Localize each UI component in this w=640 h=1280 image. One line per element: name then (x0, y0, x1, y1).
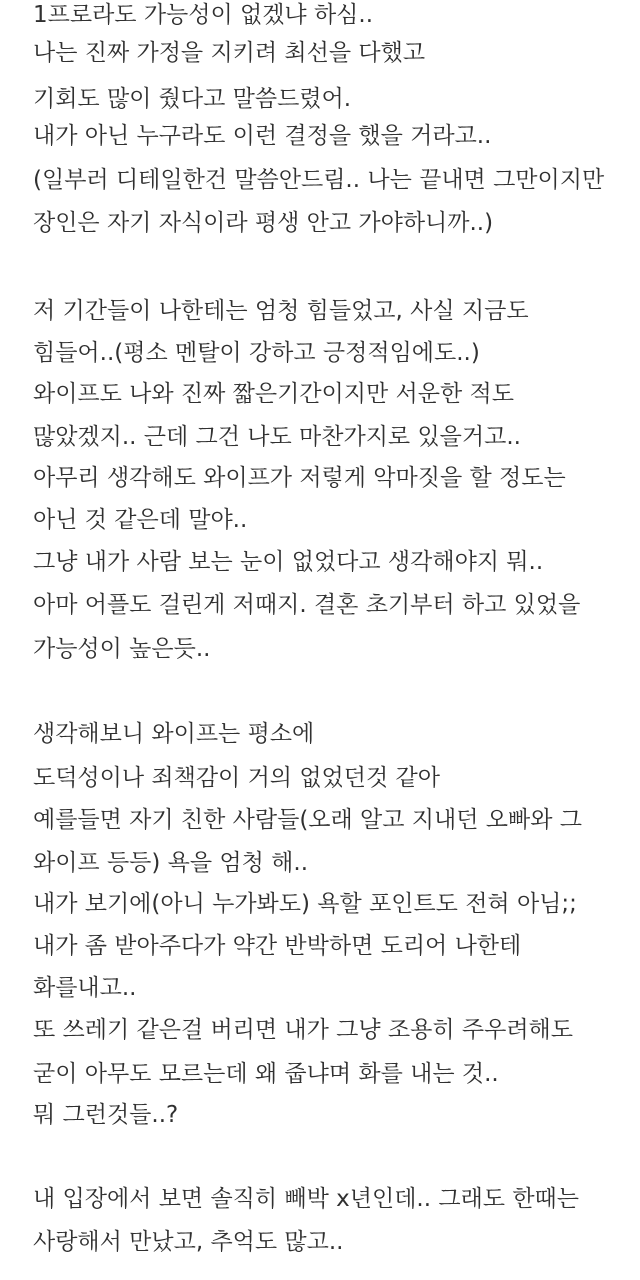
text-line: 힘들어..(평소 멘탈이 강하고 긍정적임에도..) (33, 340, 480, 366)
text-line: 많았겠지.. 근데 그건 나도 마찬가지로 있을거고.. (33, 424, 521, 450)
text-line: 내가 보기에(아니 누가봐도) 욕할 포인트도 전혀 아님;; (33, 891, 577, 917)
text-line: 아닌 것 같은데 말야.. (33, 507, 248, 533)
text-line: 아무리 생각해도 와이프가 저렇게 악마짓을 할 정도는 (33, 465, 566, 491)
text-line: 도덕성이나 죄책감이 거의 없었던것 같아 (33, 765, 440, 791)
text-line: 생각해보니 와이프는 평소에 (33, 721, 315, 747)
text-line: 장인은 자기 자식이라 평생 안고 가야하니까..) (33, 210, 494, 236)
text-line: 저 기간들이 나한테는 엄청 힘들었고, 사실 지금도 (33, 298, 529, 324)
text-line: 와이프 등등) 욕을 엄청 해.. (33, 850, 309, 876)
text-line: 내가 좀 받아주다가 약간 반박하면 도리어 나한테 (33, 933, 522, 959)
text-line: 화를내고.. (33, 975, 137, 1001)
text-line: 또 쓰레기 같은걸 버리면 내가 그냥 조용히 주우려해도 (33, 1017, 573, 1043)
text-line: 1프로라도 가능성이 없겠냐 하심.. (33, 2, 374, 28)
text-line: 사랑해서 만났고, 추억도 많고.. (33, 1229, 344, 1255)
text-line: 그냥 내가 사람 보는 눈이 없었다고 생각해야지 뭐.. (33, 549, 544, 575)
text-line: 내 입장에서 보면 솔직히 빼박 x년인데.. 그래도 한때는 (33, 1186, 579, 1212)
text-line: 와이프도 나와 진짜 짧은기간이지만 서운한 적도 (33, 381, 514, 407)
text-line: 기회도 많이 줬다고 말씀드렸어. (33, 86, 352, 112)
text-line: (일부러 디테일한건 말씀안드림.. 나는 끝내면 그만이지만 (33, 167, 605, 193)
text-line: 예를들면 자기 친한 사람들(오래 알고 지내던 오빠와 그 (33, 807, 582, 833)
text-line: 가능성이 높은듯.. (33, 636, 211, 662)
text-line: 뭐 그런것들..? (33, 1102, 179, 1128)
text-line: 아마 어플도 걸린게 저때지. 결혼 초기부터 하고 있었을 (33, 592, 581, 618)
text-line: 나는 진짜 가정을 지키려 최선을 다했고 (33, 40, 426, 66)
text-line: 내가 아닌 누구라도 이런 결정을 했을 거라고.. (33, 123, 492, 149)
text-line: 굳이 아무도 모르는데 왜 줍냐며 화를 내는 것.. (33, 1061, 499, 1087)
